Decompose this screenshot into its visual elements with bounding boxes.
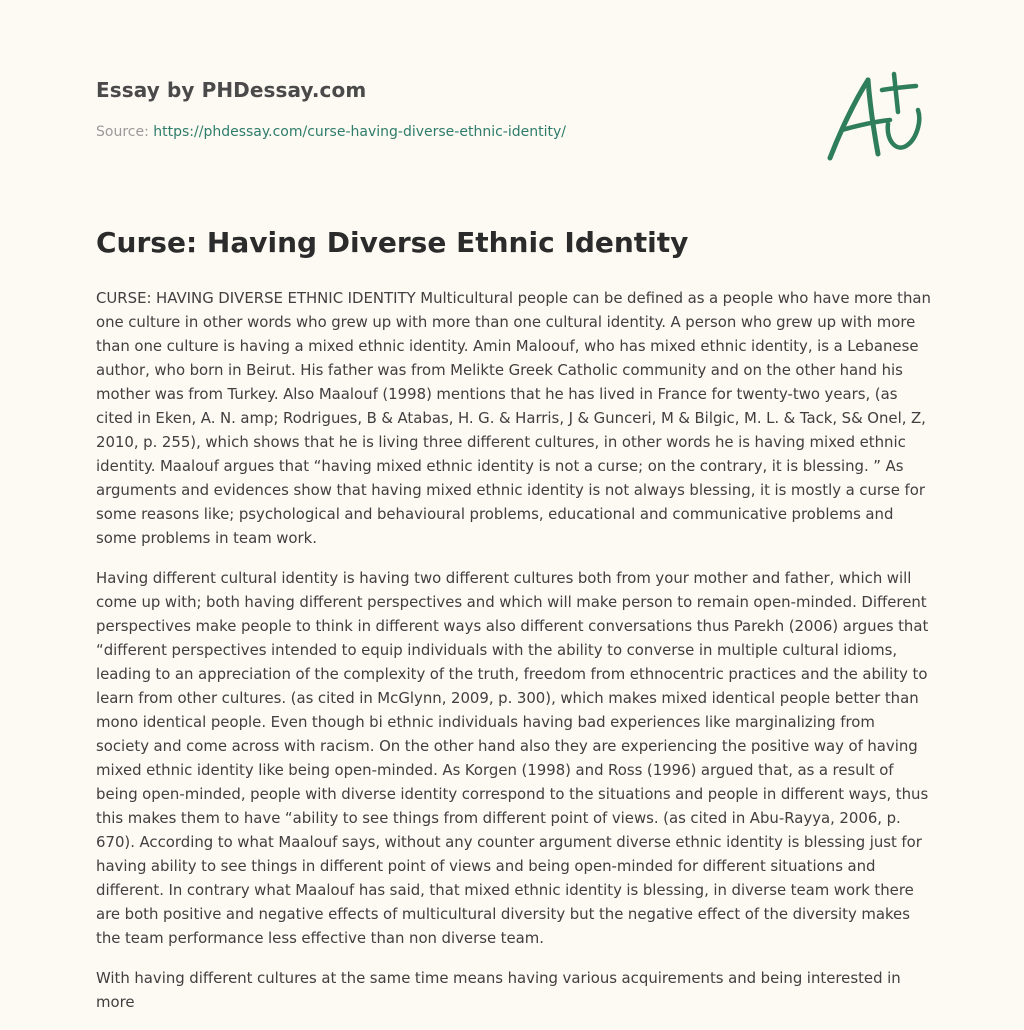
- site-title: Essay by PHDessay.com: [96, 78, 367, 102]
- source-link[interactable]: https://phdessay.com/curse-having-diverse-ethnic-identity/: [153, 124, 566, 140]
- essay-paragraph: With having different cultures at the same time means having various acquirements and being interested in more: [96, 969, 901, 1011]
- essay-title: Curse: Having Diverse Ethnic Identity: [96, 226, 689, 259]
- essay-body: [96, 286, 932, 1030]
- essay-paragraph: CURSE: HAVING DIVERSE ETHNIC IDENTITY Multicultural people can be defined as a people who have more than one culture in other words who grew up with more than one cultural identity. A person who grew up with more than one culture is having a mixed ethnic identity. Amin Maloouf, who has mixed ethnic identity, is a Lebanese author, who born in Beirut. His father was from Melikte Greek Catholic community and on the other hand his mother was from Turkey. Also Maalouf (1998) mentions that he has lived in France for twenty-two years, (as cited in Eken, A. N. amp; Rodrigues, B & Atabas, H. G. & Harris, J & Gunceri, M & Bilgic, M. L. & Tack, S& Onel, Z, 2010, p. 255), which shows that he is living three different cultures, in other words he is having mixed ethnic identity. Maalouf argues that “having mixed ethnic identity is not a curse; on the contrary, it is blessing. ” As arguments and evidences show that having mixed ethnic identity is not always blessing, it is mostly a curse for some reasons like; psychological and behavioural problems, educational and communicative problems and some problems in team work.: [96, 289, 931, 547]
- essay-paragraph: Having different cultural identity is having two different cultures both from your mother and father, which will come up with; both having different perspectives and which will make person to remain open-minded. Different perspectives make people to think in different ways also different conversations thus Parekh (2006) argues that “different perspectives intended to equip individuals with the ability to converse in multiple cultural idioms, leading to an appreciation of the complexity of the truth, freedom from ethnocentric practices and the ability to learn from other cultures. (as cited in McGlynn, 2009, p. 300), which makes mixed identical people better than mono identical people. Even though bi ethnic individuals having bad experiences like marginalizing from society and come across with racism. On the other hand also they are experiencing the positive way of having mixed ethnic identity like being open-minded. As Korgen (1998) and Ross (1996) argued that, as a result of being open-minded, people with diverse identity correspond to the situations and people in different ways, thus this makes them to have “ability to see things from different point of views. (as cited in Abu-Rayya, 2006, p. 670). According to what Maalouf says, without any counter argument diverse ethnic identity is blessing just for having ability to see things in different point of views and being open-minded for different situations and different. In contrary what Maalouf has said, that mixed ethnic identity is blessing, in diverse team work there are both positive and negative effects of multicultural diversity but the negative effect of the diversity makes the team performance less effective than non diverse team.: [96, 569, 929, 947]
- source-line: [96, 124, 566, 140]
- a-plus-grade-icon: [824, 66, 928, 166]
- source-label: Source:: [96, 124, 149, 140]
